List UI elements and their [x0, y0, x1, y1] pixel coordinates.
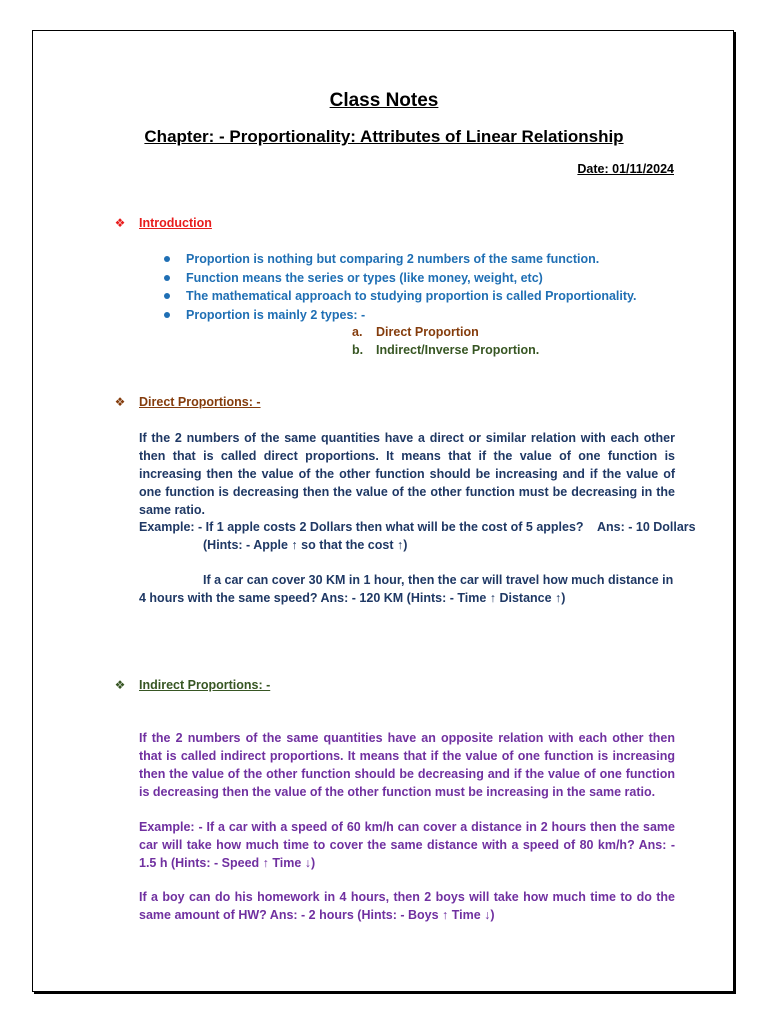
indirect-heading: Indirect Proportions: - — [139, 678, 271, 692]
type-marker: a. — [352, 325, 363, 339]
diamond-bullet-icon: ❖ — [114, 678, 126, 692]
type-marker: b. — [352, 343, 364, 357]
type-label: Direct Proportion — [376, 325, 479, 339]
direct-example-1-hint: (Hints: - Apple ↑ so that the cost ↑) — [203, 538, 408, 552]
list-item: Proportion is nothing but comparing 2 numbers of the same function. — [160, 250, 680, 269]
introduction-heading: Introduction — [139, 216, 212, 230]
date-label: Date: 01/11/2024 — [577, 162, 674, 176]
type-item-indirect — [352, 341, 539, 359]
direct-example-2-cont: 4 hours with the same speed? Ans: - 120 KM (Hints: - Time ↑ Distance ↑) — [139, 591, 566, 605]
direct-example-1: Example: - If 1 apple costs 2 Dollars then what will be the cost of 5 apples? Ans: - 10 Dollars — [139, 520, 696, 534]
list-item: The mathematical approach to studying proportion is called Proportionality. — [160, 287, 680, 306]
indirect-paragraph: If the 2 numbers of the same quantities have an opposite relation with each other then that is called indirect proportions. It means that if the value of one function is increasing then the value of the other function should be decreasing and if the value of one function is decreasing then the value of the other function must be increasing in the same ratio. — [139, 731, 675, 799]
list-item: Function means the series or types (like money, weight, etc) — [160, 269, 680, 288]
list-item: Proportion is mainly 2 types: - — [160, 306, 680, 325]
chapter-title: Chapter: - Proportionality: Attributes of Linear Relationship — [144, 127, 624, 146]
page-title: Class Notes — [329, 90, 439, 111]
direct-heading: Direct Proportions: - — [139, 395, 261, 409]
type-label: Indirect/Inverse Proportion. — [376, 343, 540, 357]
direct-paragraph: If the 2 numbers of the same quantities have a direct or similar relation with each other then that is called direct proportions. It means that if the value of one function is increasing then the value of the other function should be increasing and if the value of one function is decreasing then the value of the other function must be decreasing in the same ratio. — [139, 431, 675, 517]
direct-example-2: If a car can cover 30 KM in 1 hour, then the car will travel how much distance in — [203, 573, 674, 587]
diamond-bullet-icon: ❖ — [114, 216, 126, 230]
type-item-direct — [352, 323, 479, 341]
diamond-bullet-icon: ❖ — [114, 395, 126, 409]
introduction-list — [160, 250, 680, 324]
indirect-example-1: Example: - If a car with a speed of 60 km/h can cover a distance in 2 hours then the same car will take how much time to cover the same distance with a speed of 80 km/h? Ans: - 1.5 h (Hints: - Speed ↑ Time ↓) — [139, 820, 675, 870]
indirect-example-2: If a boy can do his homework in 4 hours, then 2 boys will take how much time to do the same amount of HW? Ans: - 2 hours (Hints: - Boys ↑ Time ↓) — [139, 890, 675, 922]
